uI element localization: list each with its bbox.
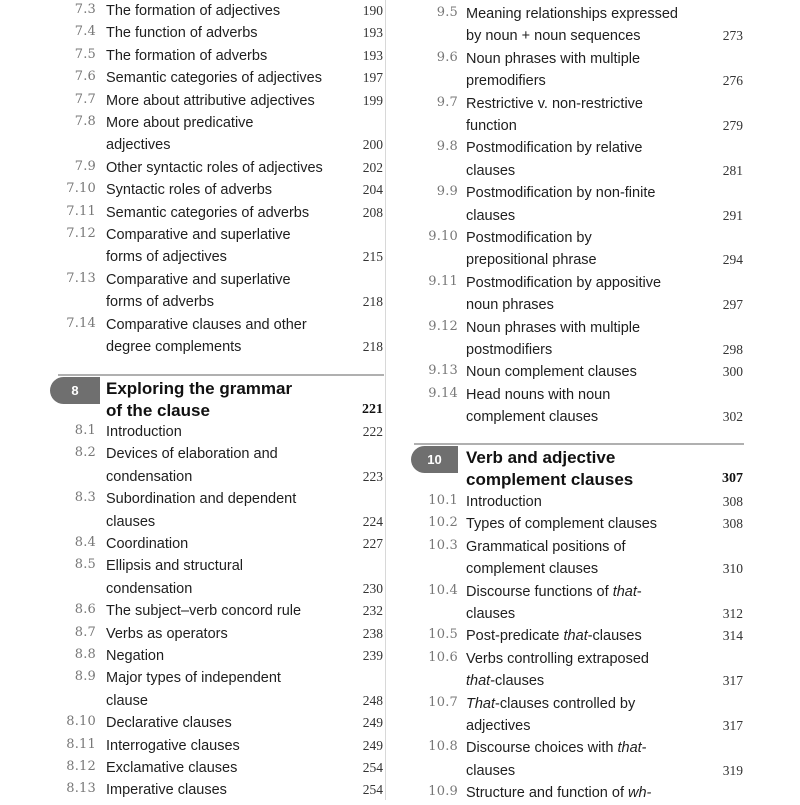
section-title: by noun + noun sequences	[466, 28, 641, 45]
page-number: 218	[362, 338, 383, 354]
section-title: More about predicative	[106, 115, 254, 131]
section-number: 8.6	[74, 602, 96, 618]
section-title: prepositional phrase	[466, 252, 597, 269]
italic-term: that	[612, 583, 637, 600]
chapter-title[interactable]: complement clauses	[466, 470, 634, 489]
section-number: 8.8	[74, 647, 96, 662]
section-title: clauses	[466, 605, 516, 622]
section-title: Head nouns with noun	[466, 386, 611, 403]
section-title: Major types of independent	[106, 670, 281, 687]
italic-term: That	[466, 695, 496, 712]
page-number: 276	[722, 73, 743, 89]
section-number: 7.14	[66, 315, 96, 331]
page-number: 249	[362, 737, 383, 753]
section-number: 8.1	[74, 423, 96, 438]
page-number: 239	[362, 648, 383, 663]
section-number: 8.9	[74, 669, 96, 685]
page-number: 224	[362, 513, 383, 529]
section-number: 10.4	[428, 582, 458, 598]
section-title: Introduction	[466, 494, 542, 510]
section-title: The function of adverbs	[106, 25, 258, 42]
section-number: 10.2	[428, 515, 458, 531]
section-title: that-clauses	[466, 673, 545, 690]
page-number: 238	[362, 625, 383, 641]
section-number: 9.9	[436, 184, 458, 200]
chapter-title[interactable]: Verb and adjective	[466, 448, 616, 467]
section-title: Comparative and superlative	[106, 271, 291, 288]
page-number: 193	[362, 47, 383, 63]
page-number: 227	[362, 536, 383, 551]
section-number: 10.7	[428, 694, 458, 710]
section-title: complement clauses	[466, 561, 599, 578]
section-title: Other syntactic roles of adjectives	[106, 159, 323, 176]
section-title: Postmodification by non-finite	[466, 185, 656, 202]
page-number: 294	[722, 252, 743, 268]
section-title: Exclamative clauses	[106, 760, 238, 776]
section-title: condensation	[106, 468, 193, 485]
page-number: 308	[722, 494, 743, 509]
page-number: 317	[722, 717, 743, 733]
section-number: 7.11	[66, 203, 96, 219]
section-title: Comparative clauses and other	[106, 316, 307, 333]
section-title: clauses	[106, 513, 156, 530]
section-number: 8.13	[66, 781, 96, 797]
chapter-page-number: 221	[362, 402, 383, 417]
section-number: 7.13	[66, 270, 96, 286]
page-number: 208	[362, 204, 383, 220]
section-title: Meaning relationships expressed	[466, 6, 678, 22]
italic-term: wh-	[628, 785, 652, 802]
section-number: 10.3	[428, 537, 458, 553]
chapter-page-number: 307	[722, 471, 743, 486]
section-title: noun phrases	[466, 297, 554, 314]
section-title: Discourse functions of that-	[466, 583, 642, 600]
section-title: Verbs as operators	[106, 625, 228, 642]
section-number: 7.4	[74, 24, 96, 40]
section-number: 7.6	[74, 69, 96, 85]
page-number: 204	[362, 182, 383, 198]
section-number: 8.12	[66, 759, 96, 774]
page-number: 291	[722, 207, 743, 223]
page-number: 199	[362, 92, 383, 108]
toc-column-right	[400, 0, 800, 800]
section-title: Verbs controlling extraposed	[466, 650, 649, 667]
page-number: 193	[362, 25, 383, 41]
page-number: 319	[722, 762, 743, 778]
section-title: That-clauses controlled by	[466, 695, 636, 712]
page-number: 317	[722, 673, 743, 689]
section-title: Imperative clauses	[106, 782, 227, 799]
section-number: 10.1	[428, 493, 458, 508]
section-title: The subject–verb concord rule	[106, 603, 302, 620]
section-title: Syntactic roles of adverbs	[106, 182, 273, 199]
section-title: Noun phrases with multiple	[466, 319, 641, 336]
section-number: 9.13	[428, 363, 458, 379]
section-title: Negation	[106, 648, 165, 664]
section-title: adjectives	[106, 137, 171, 154]
section-title: forms of adverbs	[106, 294, 214, 311]
section-number: 9.5	[436, 5, 458, 20]
section-number: 8.3	[74, 490, 96, 506]
section-title: clauses	[466, 207, 516, 224]
section-title: More about attributive adjectives	[106, 92, 315, 109]
section-title: Semantic categories of adverbs	[106, 204, 310, 221]
page-number: 222	[362, 424, 383, 439]
section-number: 8.4	[74, 535, 96, 550]
page-number: 308	[722, 516, 743, 532]
section-title: condensation	[106, 580, 193, 597]
section-title: Structure and function of wh-	[466, 785, 652, 802]
section-title: postmodifiers	[466, 341, 553, 358]
section-title: Noun phrases with multiple	[466, 50, 641, 67]
section-title: Restrictive v. non-restrictive	[466, 95, 643, 112]
chapter-number-badge: 8	[50, 377, 100, 404]
section-number: 9.12	[428, 318, 458, 334]
page-number: 302	[722, 409, 743, 425]
section-title: Coordination	[106, 536, 189, 552]
chapter-rule	[414, 443, 744, 445]
italic-term: that	[563, 628, 588, 645]
section-title: Postmodification by	[466, 230, 592, 246]
page-number: 223	[362, 468, 383, 484]
section-number: 7.12	[66, 226, 96, 241]
page-number: 200	[362, 137, 383, 153]
section-number: 9.6	[436, 49, 458, 65]
section-title: The formation of adverbs	[106, 47, 268, 64]
section-number: 9.10	[428, 229, 458, 244]
section-number: 8.7	[74, 624, 96, 640]
section-number: 7.3	[74, 2, 96, 17]
chapter-number-badge: 10	[411, 446, 458, 473]
column-divider	[385, 0, 386, 800]
section-title: clauses	[466, 762, 516, 779]
section-title: complement clauses	[466, 409, 599, 426]
section-title: clause	[106, 692, 148, 709]
section-title: Post-predicate that-clauses	[466, 628, 642, 645]
section-number: 7.7	[74, 91, 96, 107]
section-number: 10.5	[428, 627, 458, 643]
section-title: clauses	[466, 162, 516, 179]
section-title: Discourse choices with that-	[466, 740, 647, 757]
page-number: 248	[362, 692, 383, 708]
section-title: Ellipsis and structural	[106, 558, 243, 575]
section-title: Declarative clauses	[106, 715, 232, 732]
chapter-title[interactable]: of the clause	[106, 401, 210, 420]
section-title: premodifiers	[466, 73, 546, 90]
section-number: 7.9	[74, 158, 96, 174]
section-number: 7.8	[74, 114, 96, 129]
page-number: 297	[722, 297, 743, 313]
section-number: 7.5	[74, 46, 96, 62]
section-number: 10.6	[428, 649, 458, 665]
section-number: 8.5	[74, 557, 96, 573]
section-title: Comparative and superlative	[106, 227, 291, 243]
italic-term: that	[466, 673, 491, 690]
page-number: 273	[722, 28, 743, 44]
section-number: 9.7	[436, 94, 458, 110]
page-number: 254	[362, 782, 383, 798]
section-number: 7.10	[66, 181, 96, 197]
section-title: Subordination and dependent	[106, 491, 297, 508]
page-number: 230	[362, 580, 383, 596]
section-title: Introduction	[106, 424, 182, 440]
section-number: 9.14	[428, 385, 458, 401]
section-title: Noun complement clauses	[466, 364, 637, 381]
section-number: 10.9	[428, 784, 458, 800]
section-number: 8.10	[66, 714, 96, 730]
section-title: function	[466, 117, 517, 134]
page-number: 249	[362, 715, 383, 731]
page-number: 254	[362, 760, 383, 775]
page-number: 218	[362, 294, 383, 310]
page-number: 197	[362, 70, 383, 86]
page-number: 314	[722, 628, 743, 644]
page-number: 281	[722, 162, 743, 178]
page-number: 312	[722, 605, 743, 621]
page-number: 310	[722, 561, 743, 577]
section-title: The formation of adjectives	[106, 3, 281, 19]
section-title: Postmodification by appositive	[466, 274, 662, 291]
page-number: 279	[722, 117, 743, 133]
section-title: Interrogative clauses	[106, 737, 240, 754]
section-title: adjectives	[466, 717, 531, 734]
italic-term: that	[617, 740, 642, 757]
page-number: 232	[362, 603, 383, 619]
section-title: forms of adjectives	[106, 249, 227, 266]
toc-column-left	[0, 0, 400, 800]
page-number: 190	[362, 3, 383, 18]
page-number: 202	[362, 159, 383, 175]
section-title: Semantic categories of adjectives	[106, 70, 322, 87]
section-number: 9.11	[428, 273, 458, 289]
section-title: Types of complement clauses	[466, 516, 658, 533]
chapter-rule	[58, 374, 384, 376]
section-number: 8.2	[74, 445, 96, 461]
page-number: 298	[722, 341, 743, 357]
section-title: Grammatical positions of	[466, 538, 626, 555]
page-number: 215	[362, 249, 383, 265]
section-number: 10.8	[428, 739, 458, 755]
page-number: 300	[722, 364, 743, 380]
chapter-title[interactable]: Exploring the grammar	[106, 379, 293, 398]
section-number: 8.11	[66, 736, 96, 752]
section-title: Postmodification by relative	[466, 140, 643, 157]
section-title: Devices of elaboration and	[106, 446, 278, 463]
section-title: degree complements	[106, 338, 242, 355]
section-number: 9.8	[436, 139, 458, 155]
